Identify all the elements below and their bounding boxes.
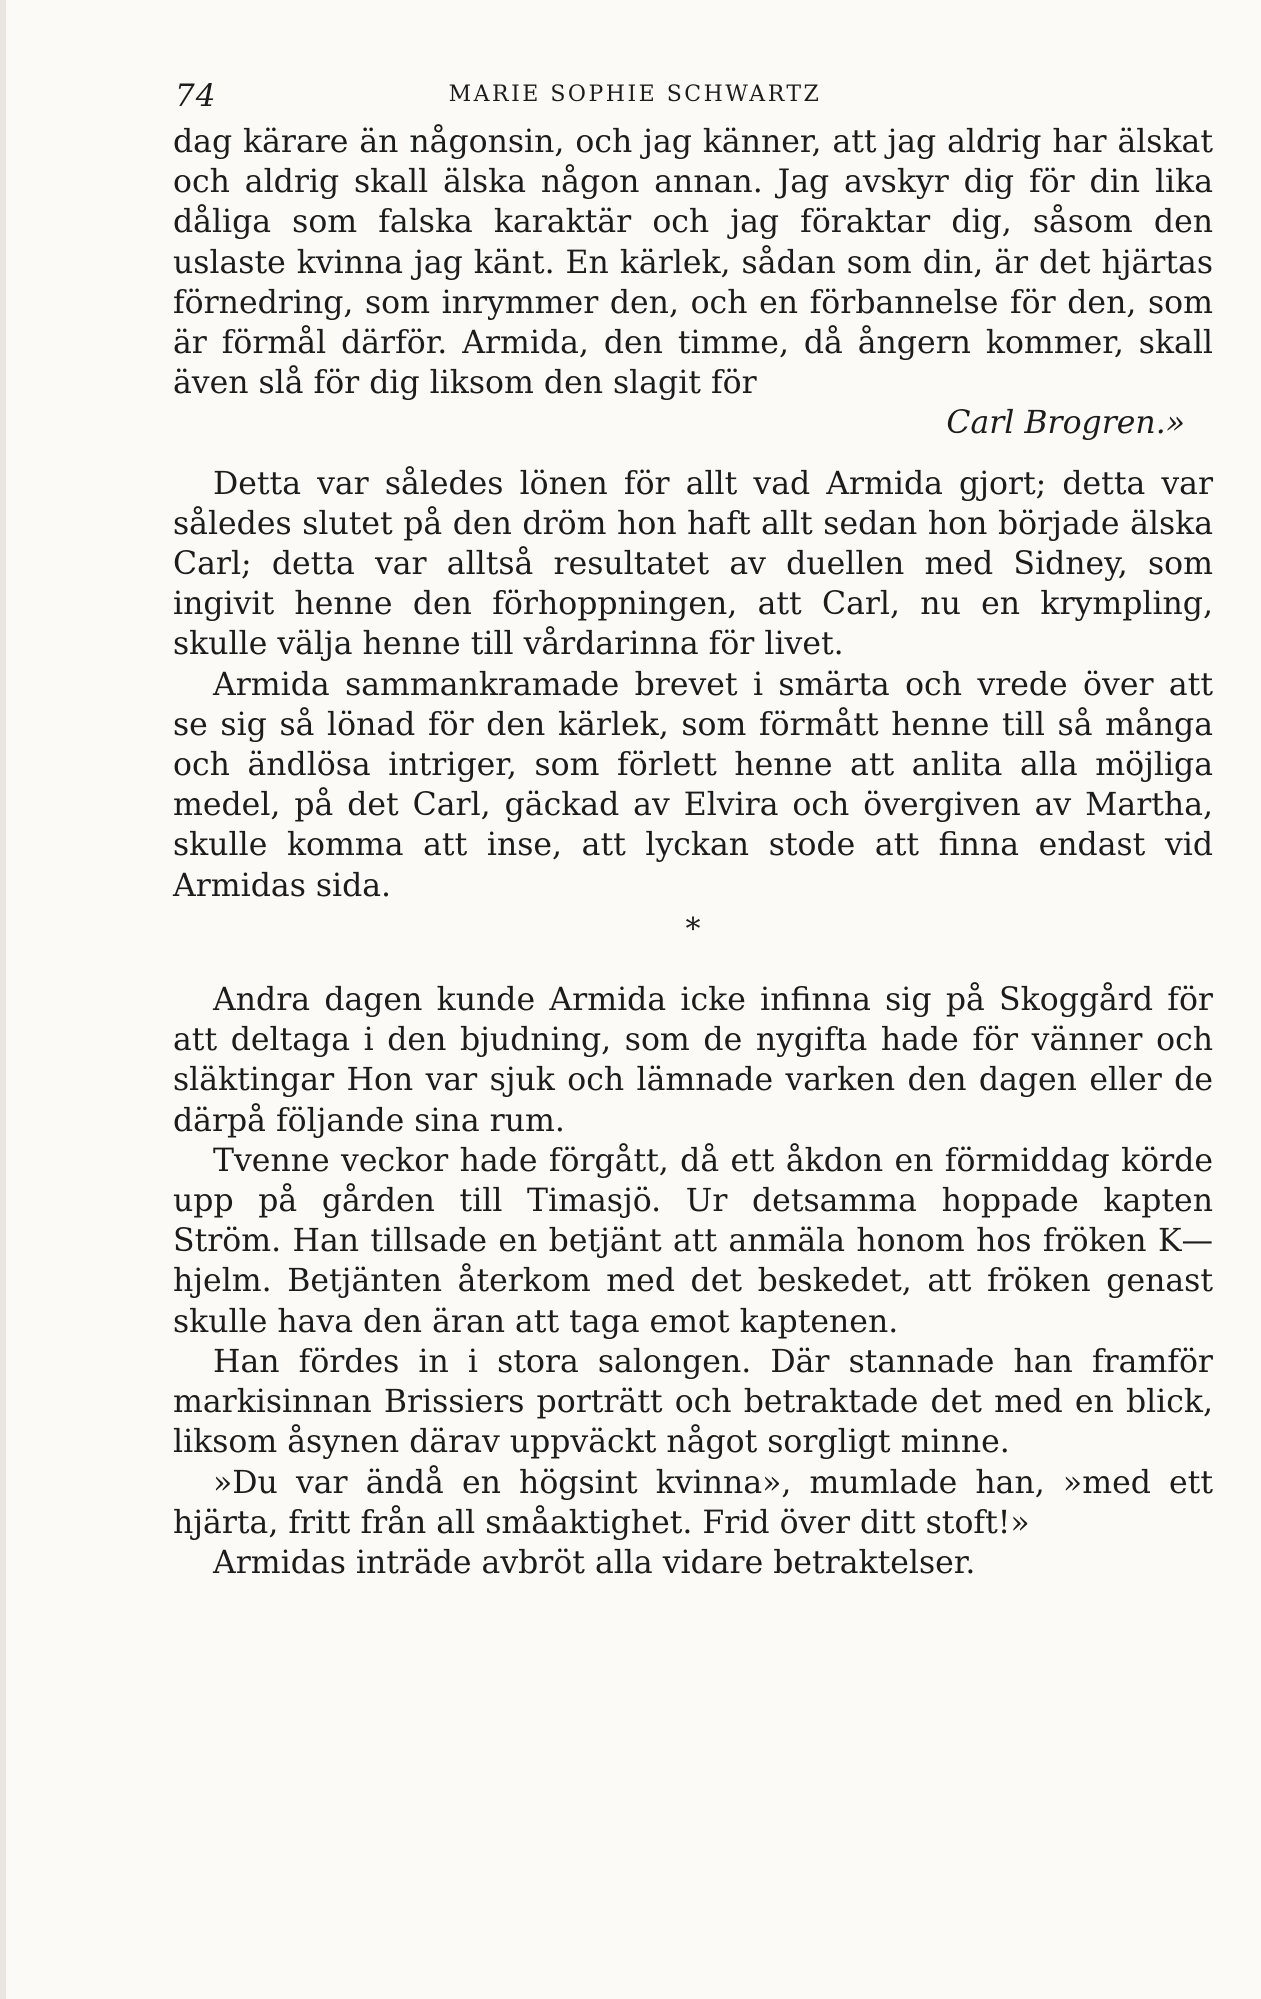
paragraph: Tvenne veckor hade förgått, då ett åkdon en förmiddag körde upp på gården till Timasjö. Ur detsamma hoppade kapten Ström. Han tillsade en betjänt att anmäla honom hos fröken K—hjelm. Betjänten återkom med det beskedet, att fröken genast skulle hava den äran att taga emot kaptenen. xyxy=(173,1142,1213,1340)
page-edge xyxy=(0,0,6,1999)
paragraph-gap xyxy=(173,444,1213,464)
letter-text: dag kärare än någonsin, och jag känner, att jag aldrig har älskat och aldrig skall älska någon annan. Jag avskyr dig för din lika dåliga som falska karaktär och jag föraktar dig, såsom den uslaste kvinna jag känt. En kärlek, sådan som din, är det hjärtas förnedring, som inrymmer den, och en förbannelse för den, som är förmål därför. Armida, den timme, då ångern kommer, skall även slå för dig liksom den slagit för xyxy=(173,124,1213,402)
paragraph: Detta var således lönen för allt vad Armida gjort; detta var således slutet på den dröm hon haft allt sedan hon började älska Carl; detta var alltså resultatet av duellen med Sidney, som ingivit henne den förhoppningen, att Carl, nu en krympling, skulle välja henne till vårdarinna för livet. xyxy=(173,465,1213,663)
section-separator: * xyxy=(685,911,701,947)
paragraph: Han fördes in i stora salongen. Där stannade han framför markisinnan Brissiers porträtt och betraktade det med en blick, liksom åsynen därav uppväckt något sorgligt minne. xyxy=(173,1343,1213,1461)
paragraph: Armidas inträde avbröt alla vidare betraktelser. xyxy=(213,1544,976,1581)
paragraph: Armida sammankramade brevet i smärta och vrede över att se sig så lönad för den kärlek, som förmått henne till så många och ändlösa intriger, som förlett henne att anlita alla möjliga medel, på det Carl, gäckad av Elvira och övergiven av Martha, skulle komma att inse, att lyckan stode att finna endast vid Armidas sida. xyxy=(173,666,1213,904)
page-number: 74 xyxy=(175,78,217,114)
letter-signature: Carl Brogren.» xyxy=(946,405,1185,442)
page-header xyxy=(175,78,1215,118)
paragraph: Andra dagen kunde Armida icke infinna sig på Skoggård för att deltaga i den bjudning, som de nygifta hade för vänner och släktingar Hon var sjuk och lämnade varken den dagen eller de därpå följande sina rum. xyxy=(173,982,1213,1139)
running-title: MARIE SOPHIE SCHWARTZ xyxy=(448,82,822,107)
paragraph: »Du var ändå en högsint kvinna», mumlade han, »med ett hjärta, fritt från all småaktighet. Frid över ditt stoft!» xyxy=(173,1464,1213,1541)
body-text xyxy=(173,122,1213,1583)
